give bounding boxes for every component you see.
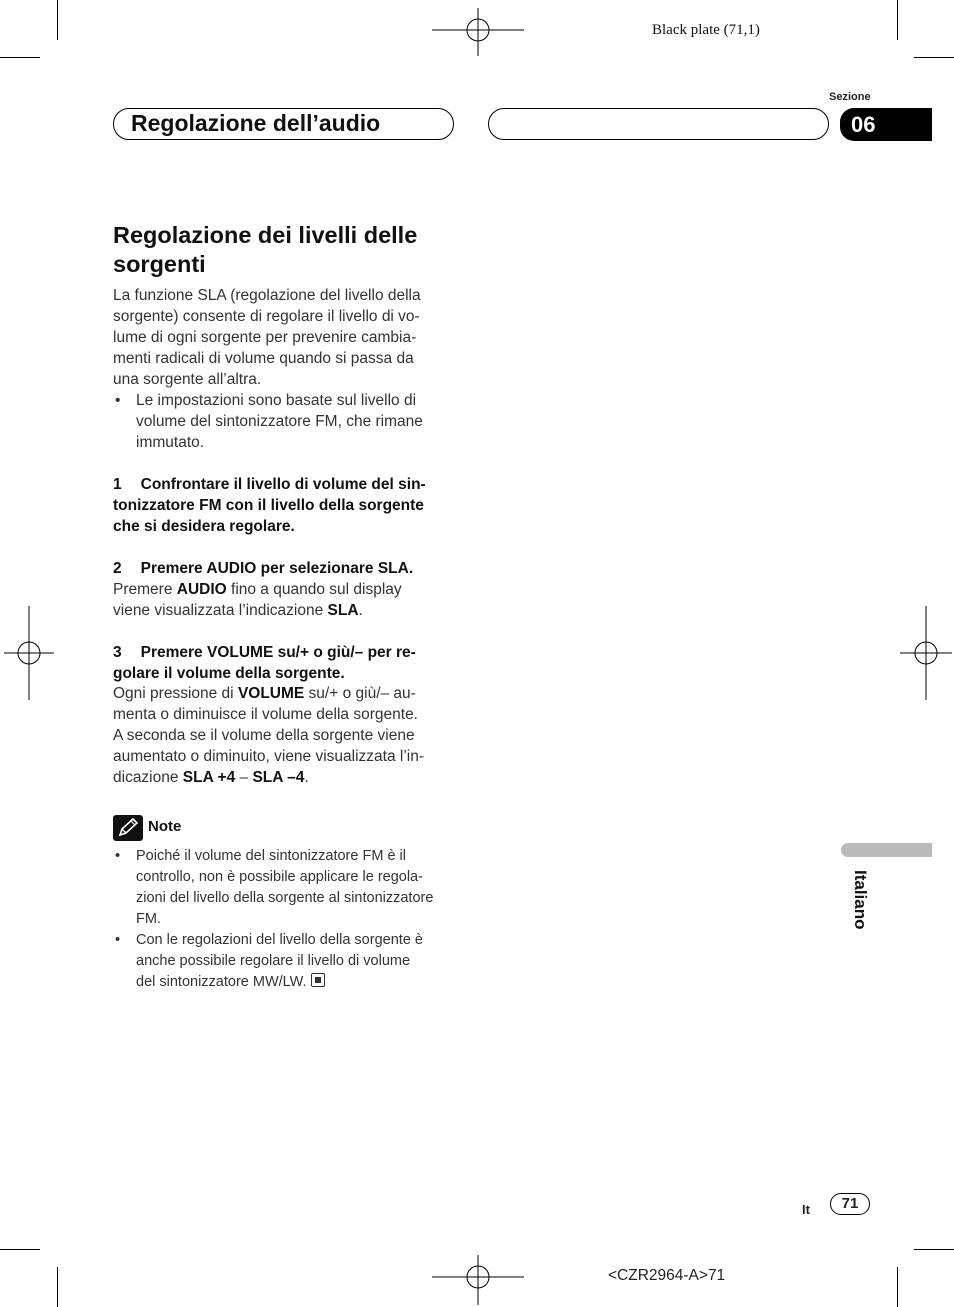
step-3-body: Ogni pressione di VOLUME su/+ o giù/– au- menta o diminuisce il volume della sorgente. A seconda se il volume della sorgente viene aumentato o diminuito, viene visualizzata l’in- dicazione SLA +4 – SLA –4.: [113, 685, 425, 786]
step-2-heading: 2 Premere AUDIO per selezionare SLA.: [113, 560, 414, 577]
bullet-icon: •: [115, 932, 121, 948]
note-label: Note: [148, 818, 182, 835]
section-label: Sezione: [829, 91, 871, 103]
step-3-number: 3: [113, 644, 122, 661]
step-1: 1 Confrontare il livello di volume del sin- tonizzatore FM con il livello della sorgente che si desidera regolare.: [113, 476, 426, 535]
section-number: 06: [840, 108, 932, 141]
step-3-heading: 3 Premere VOLUME su/+ o giù/– per re- golare il volume della sorgente.: [113, 644, 416, 682]
bullet-icon: •: [115, 392, 121, 409]
note-pencil-icon: [113, 815, 143, 841]
registration-mark-right: [900, 606, 952, 700]
intro-paragraph: La funzione SLA (regolazione del livello della sorgente) consente di regolare il livello di vo- lume di ogni sorgente per prevenire cambia- menti radicali di volume quando si passa da una sorgente all’altra.: [113, 287, 421, 388]
language-tab: Italiano: [851, 870, 870, 930]
plate-label: Black plate (71,1): [652, 22, 760, 38]
registration-mark-bottom: [430, 1255, 526, 1305]
registration-mark-top: [430, 8, 526, 58]
note-item-2: Con le regolazioni del livello della sorgente è anche possibile regolare il livello di volume del sintonizzatore MW/LW.: [136, 932, 423, 990]
section-empty-box: [488, 108, 829, 140]
end-mark-icon: [311, 973, 325, 987]
note-item-1: Poiché il volume del sintonizzatore FM è il controllo, non è possibile applicare le regola- zioni del livello della sorgente al sintonizzatore FM.: [136, 848, 434, 927]
bullet-icon: •: [115, 848, 121, 864]
step-1-number: 1: [113, 476, 122, 493]
step-2-number: 2: [113, 560, 122, 577]
language-tab-bar: [841, 843, 932, 857]
registration-mark-left: [4, 606, 54, 700]
page-number: 71: [830, 1193, 870, 1215]
document-code: <CZR2964-A>71: [608, 1267, 726, 1284]
section-title: Regolazione dell’audio: [131, 110, 381, 136]
page-title: Regolazione dei livelli delle sorgenti: [113, 222, 418, 277]
intro-bullet-text: Le impostazioni sono basate sul livello di volume del sintonizzatore FM, che rimane immutato.: [136, 392, 423, 451]
language-code: It: [802, 1202, 810, 1217]
step-2-body: Premere AUDIO fino a quando sul display viene visualizzata l’indicazione SLA.: [113, 581, 402, 619]
